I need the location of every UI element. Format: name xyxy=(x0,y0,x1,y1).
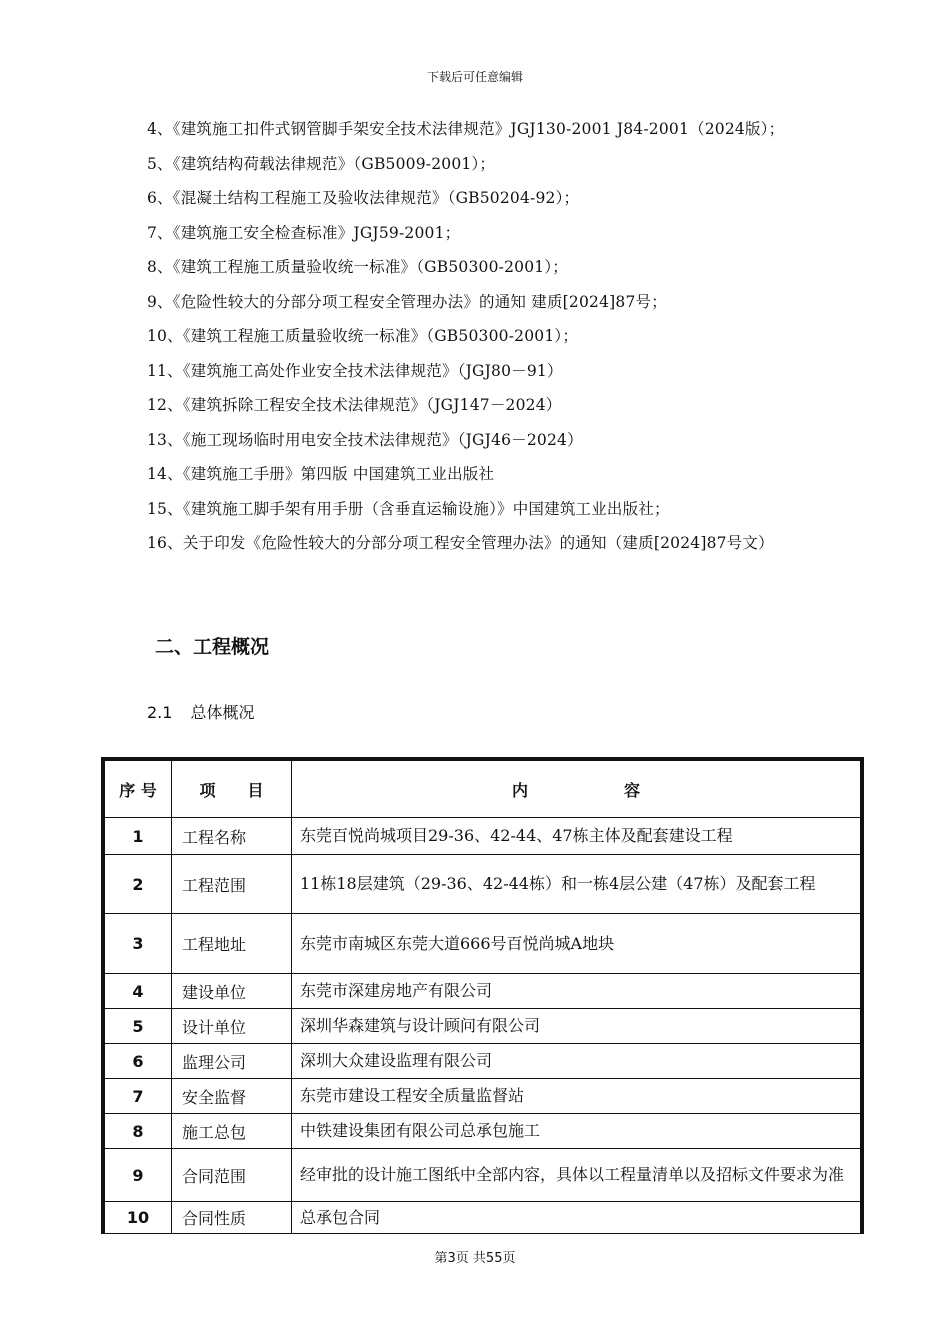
table-row xyxy=(105,1044,861,1079)
reference-item: 10、《建筑工程施工质量验收统一标准》（GB50300-2001）； xyxy=(147,327,579,345)
subsection-label: 总体概况 xyxy=(190,703,255,722)
reference-item: 14、《建筑施工手册》第四版 中国建筑工业出版社 xyxy=(147,465,495,483)
row-seq: 10 xyxy=(105,1202,172,1234)
row-seq: 6 xyxy=(105,1044,172,1079)
row-item: 安全监督 xyxy=(172,1079,292,1114)
row-seq: 9 xyxy=(105,1149,172,1202)
table-row xyxy=(105,914,861,974)
row-item: 建设单位 xyxy=(172,974,292,1009)
reference-item: 11、《建筑施工高处作业安全技术法律规范》（JGJ80－91） xyxy=(147,361,563,380)
table-row xyxy=(105,855,861,914)
row-seq: 7 xyxy=(105,1079,172,1114)
table-row xyxy=(105,974,861,1009)
reference-item: 8、《建筑工程施工质量验收统一标准》（GB50300-2001）； xyxy=(147,258,568,276)
row-content: 深圳大众建设监理有限公司 xyxy=(292,1044,861,1079)
row-item: 设计单位 xyxy=(172,1009,292,1044)
row-content: 经审批的设计施工图纸中全部内容，具体以工程量清单以及招标文件要求为准 xyxy=(292,1149,861,1202)
table-row xyxy=(105,1202,861,1234)
row-seq: 4 xyxy=(105,974,172,1009)
row-content: 东莞百悦尚城项目29-36、42-44、47栋主体及配套建设工程 xyxy=(292,818,861,855)
table-row xyxy=(105,1079,861,1114)
row-content: 中铁建设集团有限公司总承包施工 xyxy=(292,1114,861,1149)
table-row xyxy=(105,1149,861,1202)
row-content: 东莞市深建房地产有限公司 xyxy=(292,974,861,1009)
row-item: 施工总包 xyxy=(172,1114,292,1149)
row-item: 监理公司 xyxy=(172,1044,292,1079)
page-footer: 第3页 共55页 xyxy=(434,1251,516,1266)
reference-item: 13、《施工现场临时用电安全技术法律规范》（JGJ46－2024） xyxy=(147,430,583,449)
row-content: 11栋18层建筑（29-36、42-44栋）和一栋4层公建（47栋）及配套工程 xyxy=(292,855,861,914)
overview-table xyxy=(104,760,861,1234)
reference-item: 12、《建筑拆除工程安全技术法律规范》（JGJ147－2024） xyxy=(147,396,562,414)
reference-list xyxy=(110,112,855,561)
reference-item: 9、《危险性较大的分部分项工程安全管理办法》的通知 建质[2024]87号； xyxy=(147,292,667,311)
reference-item: 7、《建筑施工安全检查标准》JGJ59-2001； xyxy=(147,223,461,242)
row-content: 东莞市建设工程安全质量监督站 xyxy=(292,1079,861,1114)
row-seq: 8 xyxy=(105,1114,172,1149)
reference-item: 6、《混凝土结构工程施工及验收法律规范》（GB50204-92）； xyxy=(147,189,580,207)
reference-item: 5、《建筑结构荷载法律规范》（GB5009-2001）； xyxy=(147,154,496,173)
reference-item: 4、《建筑施工扣件式钢管脚手架安全技术法律规范》JGJ130-2001 J84-2001（2024版）； xyxy=(147,120,785,138)
table-row xyxy=(105,1009,861,1044)
row-seq: 5 xyxy=(105,1009,172,1044)
subsection-title xyxy=(147,700,254,723)
row-item: 工程名称 xyxy=(172,818,292,855)
table-row xyxy=(105,1114,861,1149)
header-content: 内 容 xyxy=(292,761,861,818)
overview-table-frame xyxy=(101,757,864,1234)
row-item: 工程范围 xyxy=(172,855,292,914)
row-seq: 2 xyxy=(105,855,172,914)
row-content: 总承包合同 xyxy=(292,1202,861,1234)
page-header: 下载后可任意编辑 xyxy=(426,70,523,84)
reference-item: 16、关于印发《危险性较大的分部分项工程安全管理办法》的通知（建质[2024]87号文） xyxy=(147,534,774,552)
section-title: 二、工程概况 xyxy=(155,636,270,658)
header-seq: 序 号 xyxy=(105,761,172,818)
row-seq: 1 xyxy=(105,818,172,855)
header-item: 项 目 xyxy=(172,761,292,818)
subsection-number: 2.1 xyxy=(147,703,173,722)
reference-item: 15、《建筑施工脚手架有用手册（含垂直运输设施）》中国建筑工业出版社； xyxy=(147,499,670,518)
row-item: 工程地址 xyxy=(172,914,292,974)
table-header-row xyxy=(105,761,861,818)
row-item: 合同性质 xyxy=(172,1202,292,1234)
row-seq: 3 xyxy=(105,914,172,974)
row-item: 合同范围 xyxy=(172,1149,292,1202)
row-content: 东莞市南城区东莞大道666号百悦尚城A地块 xyxy=(292,914,861,974)
row-content: 深圳华森建筑与设计顾问有限公司 xyxy=(292,1009,861,1044)
table-row xyxy=(105,818,861,855)
